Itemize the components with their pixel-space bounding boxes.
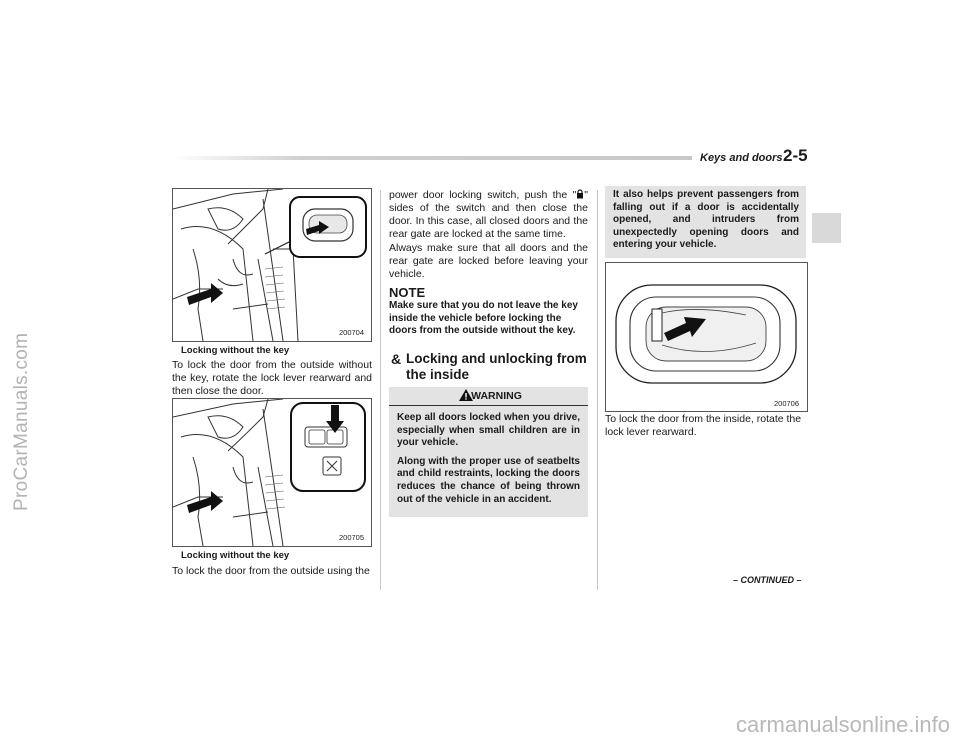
column-divider-1	[380, 190, 381, 590]
note-heading: NOTE	[389, 285, 426, 300]
section-title-header: Keys and doors	[700, 152, 783, 164]
figure-code: 200704	[339, 328, 365, 337]
paragraph: To lock the door from the outside without the key, rotate the lock lever rearward and then close the door.	[172, 359, 372, 397]
figure-caption: Locking without the key	[181, 345, 290, 356]
warning-header	[389, 387, 588, 406]
paragraph: Always make sure that all doors and the rear gate are locked before leaving your vehicle.	[389, 242, 588, 280]
figure-caption: Locking without the key	[181, 550, 290, 561]
paragraph: To lock the door from the outside using the	[172, 565, 370, 577]
warning-paragraph: Along with the proper use of seatbelts and child restraints, locking the doors reduces the chance of being thrown out of the vehicle in an accident.	[397, 455, 580, 505]
page-number: 2-5	[783, 146, 808, 165]
column-divider-2	[597, 190, 598, 590]
paragraph: To lock the door from the inside, rotate the lock lever rearward.	[605, 413, 802, 438]
chapter-tab	[812, 213, 841, 243]
door-switch-illustration-icon	[173, 399, 371, 546]
warning-text	[397, 412, 580, 512]
warning-box	[389, 387, 588, 517]
section-heading: Locking and unlocking from the inside	[406, 351, 587, 382]
side-watermark: ProCarManuals.com	[11, 332, 32, 511]
inside-lever-illustration-icon	[606, 263, 807, 411]
paragraph-part: power door locking switch, push the "	[389, 189, 577, 201]
warning-text: It also helps prevent passengers from falling out if a door is accidentally opened, and intruders from unexpectedly opening doors and entering your vehicle.	[613, 189, 799, 251]
figure-door-switch-outside	[172, 398, 372, 547]
section-marker: &	[391, 351, 402, 367]
continued-marker: – CONTINUED –	[733, 575, 802, 585]
figure-code: 200706	[774, 399, 800, 408]
warning-paragraph: Keep all doors locked when you drive, especially when small children are in your vehicle.	[397, 412, 580, 449]
door-lever-illustration-icon	[173, 189, 371, 341]
warning-label: WARNING	[471, 390, 522, 402]
paragraph	[389, 189, 588, 241]
header-rule	[172, 156, 692, 160]
bottom-watermark: carmanualsonline.info	[735, 712, 950, 737]
figure-inside-lock-lever	[605, 262, 808, 412]
figure-code: 200705	[339, 533, 365, 542]
figure-door-lever-outside	[172, 188, 372, 342]
note-text: Make sure that you do not leave the key inside the vehicle before locking the doors from the outside without the key.	[389, 300, 578, 337]
warning-continuation-box	[605, 186, 806, 258]
paragraph-part: " sides of the switch and then close the door. In this case, all closed doors and the rear gate are locked at the same time.	[389, 189, 588, 240]
